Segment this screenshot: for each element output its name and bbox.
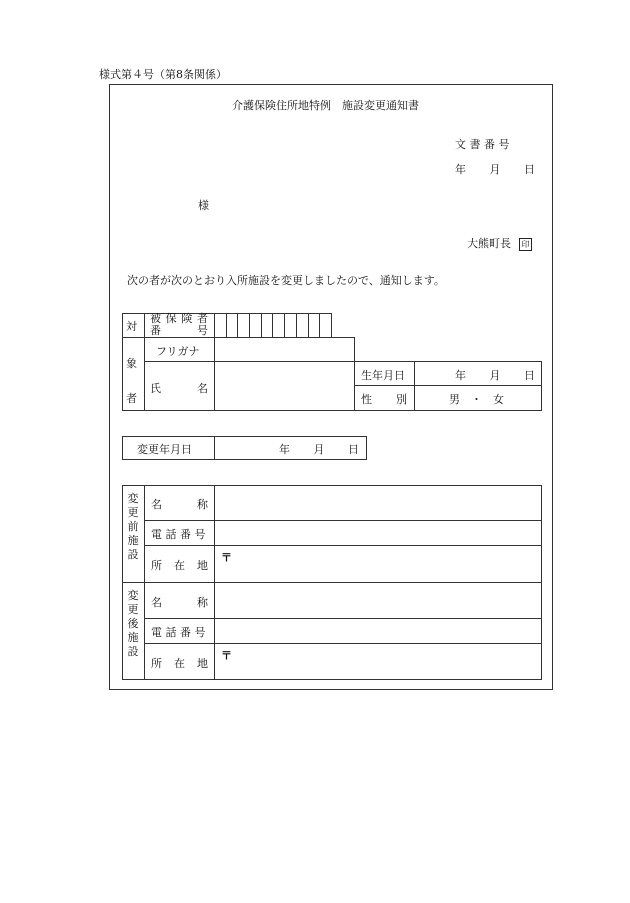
change-date-year: 年 — [279, 443, 290, 456]
name-label-char-1: 氏 — [150, 382, 161, 395]
after-address-field[interactable] — [214, 643, 542, 680]
before-name-label — [151, 496, 208, 512]
subject-side-label-3: 者 — [126, 392, 137, 405]
change-date-field[interactable] — [279, 441, 359, 457]
form-label: 様式第４号（第8条関係） — [99, 68, 227, 81]
after-facility-side-label — [125, 589, 141, 659]
change-date-label: 変更年月日 — [137, 443, 192, 456]
document-title: 介護保険住所地特例 施設変更通知書 — [232, 99, 419, 112]
document-number-label: 文 書 番 号 — [455, 138, 510, 151]
before-side-char-5: 設 — [127, 548, 139, 561]
name-label-char-2: 名 — [197, 382, 208, 395]
issue-date-month: 月 — [489, 163, 501, 176]
gender-label-char-1: 性 — [361, 393, 372, 406]
before-side-char-3: 前 — [127, 520, 139, 533]
after-name-char-2: 称 — [197, 596, 208, 609]
gender-label — [361, 391, 407, 407]
before-side-char-4: 施 — [127, 534, 139, 547]
issue-date-year: 年 — [455, 163, 466, 176]
before-phone-label: 電 話 番 号 — [151, 528, 206, 541]
after-side-char-1: 変 — [127, 589, 139, 602]
birthdate-label: 生年月日 — [361, 369, 405, 382]
birthdate-month: 月 — [489, 369, 501, 382]
before-name-char-1: 名 — [151, 498, 162, 511]
insured-number-label — [150, 313, 208, 337]
gender-label-char-2: 別 — [396, 393, 407, 406]
before-address-char-3: 地 — [197, 559, 208, 572]
after-address-char-1: 所 — [151, 657, 162, 670]
change-date-day: 日 — [348, 443, 359, 456]
furigana-field[interactable] — [214, 337, 354, 361]
subject-side-label-2: 象 — [126, 357, 137, 370]
before-side-char-2: 更 — [127, 506, 139, 519]
addressee-suffix: 様 — [198, 199, 209, 212]
after-side-char-5: 設 — [127, 645, 139, 658]
insured-number-label-line1: 被 保 険 者 — [150, 312, 208, 325]
name-label — [150, 380, 208, 396]
after-name-field[interactable] — [214, 582, 542, 618]
before-address-label — [151, 557, 208, 573]
before-name-field[interactable] — [214, 485, 542, 520]
before-name-char-2: 称 — [197, 498, 208, 511]
name-field[interactable] — [214, 361, 354, 410]
after-phone-label: 電 話 番 号 — [151, 626, 206, 639]
gender-options[interactable]: 男 ・ 女 — [449, 393, 504, 406]
seal-stamp: 印 — [519, 238, 532, 251]
sender — [467, 235, 532, 251]
issue-date-day: 日 — [524, 163, 535, 176]
notification-statement: 次の者が次のとおり入所施設を変更しましたので、通知します。 — [127, 274, 445, 287]
after-side-char-4: 施 — [127, 631, 139, 644]
birthdate-field[interactable] — [455, 367, 535, 383]
subject-side-label-1: 対 — [126, 320, 137, 333]
after-postal-mark: 〒 — [221, 649, 232, 662]
birthdate-year: 年 — [455, 369, 466, 382]
after-phone-field[interactable] — [214, 618, 542, 643]
before-phone-field[interactable] — [214, 520, 542, 545]
issue-date — [455, 161, 535, 177]
after-address-char-3: 地 — [197, 657, 208, 670]
after-side-char-3: 後 — [127, 617, 139, 630]
change-date-month: 月 — [313, 443, 325, 456]
insured-number-label-line2: 番 号 — [150, 324, 208, 337]
sender-name: 大熊町長 — [467, 237, 511, 250]
insured-number-field[interactable] — [214, 313, 332, 337]
after-address-label — [151, 655, 208, 671]
before-facility-side-label — [125, 492, 141, 562]
before-address-char-1: 所 — [151, 559, 162, 572]
furigana-label: フリガナ — [156, 345, 200, 358]
before-address-char-2: 在 — [174, 559, 185, 572]
after-side-char-2: 更 — [127, 603, 139, 616]
birthdate-day: 日 — [524, 369, 535, 382]
after-name-char-1: 名 — [151, 596, 162, 609]
before-side-char-1: 変 — [127, 492, 139, 505]
after-name-label — [151, 594, 208, 610]
after-address-char-2: 在 — [174, 657, 185, 670]
before-postal-mark: 〒 — [221, 551, 232, 564]
before-address-field[interactable] — [214, 545, 542, 582]
